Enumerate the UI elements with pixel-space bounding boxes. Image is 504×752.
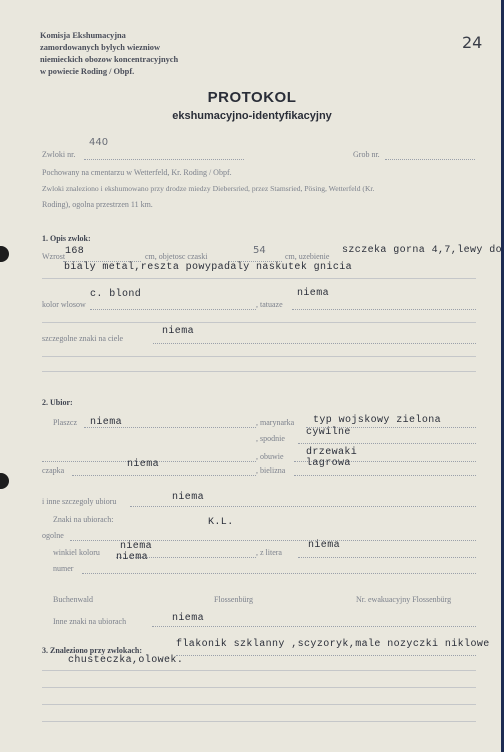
czapka-value: niema (127, 459, 160, 470)
kolor-wlosow-label: kolor wlosow (42, 300, 86, 309)
winkiel-value: niema (120, 541, 153, 552)
marynarka-value: typ wojskowy zielona (313, 415, 442, 426)
field-dotted-line (84, 427, 256, 428)
szczegolne-znaki-value: niema (162, 326, 195, 337)
numer-label: numer (53, 564, 74, 573)
ruled-line (42, 721, 476, 722)
field-dotted-line (176, 655, 476, 656)
ruled-line (42, 356, 476, 357)
field-dotted-line (90, 309, 256, 310)
field-dotted-line (153, 343, 476, 344)
header-line: zamordowanych bylych wiezniow (40, 43, 161, 52)
zwloki-label: Zwloki nr. (42, 150, 76, 159)
tatuaze-label: , tatuaze (256, 300, 283, 309)
kolor-wlosow-value: c. blond (90, 289, 142, 300)
ruled-line (42, 687, 476, 688)
plaszcz-label: Plaszcz (53, 418, 77, 427)
plaszcz-value: niema (90, 417, 123, 428)
ruled-line (42, 322, 476, 323)
document-title: PROTOKOL (207, 89, 297, 106)
field-dotted-line (385, 159, 475, 160)
commission-header (40, 30, 178, 78)
spodnie-value: cywilne (306, 427, 351, 438)
litera-label: , z litera (256, 548, 282, 557)
evacuation-number-label: Nr. ewakuacyjny Flossenbürg (356, 595, 452, 604)
header-line: Komisja Ekshumacyjna (40, 31, 126, 40)
inne-znaki-label: Inne znaki na ubiorach (53, 617, 127, 626)
field-dotted-line (298, 443, 476, 444)
znaki-na-ubiorach-label: Znaki na ubiorach: (53, 515, 114, 524)
found-items-value-2: chusteczka,olowek. (68, 655, 184, 666)
field-dotted-line (152, 626, 476, 627)
page-number: 24 (462, 33, 483, 52)
punch-hole (0, 473, 9, 489)
uzebienie-label: cm, uzebienie (285, 252, 330, 261)
flossenburg-label: Flossenbürg (214, 595, 253, 604)
objetosc-value: 54 (253, 245, 266, 256)
winkiel-label: winkiel koloru (53, 548, 100, 557)
objetosc-label: cm, objetosc czaski (145, 252, 208, 261)
wzrost-value: 168 (65, 246, 85, 257)
inne-znaki-value: niema (172, 613, 205, 624)
header-line: w powiecie Roding / Obpf. (40, 67, 135, 76)
section-1-heading: 1. Opis zwlok: (42, 234, 91, 243)
ruled-line (42, 704, 476, 705)
spodnie-label: , spodnie (256, 434, 285, 443)
uzebienie-value: szczeka gorna 4,7,lewy do (342, 245, 503, 256)
header-line: niemieckich obozow koncentracyjnych (40, 55, 179, 64)
obuwie-label: , obuwie (256, 452, 284, 461)
zwloki-number: 440 (89, 137, 109, 148)
ruled-line (42, 278, 476, 279)
found-items-value-1: flakonik szklanny ,scyzoryk,male nozyczki niklowe (176, 639, 490, 650)
wzrost-label: Wzrost (42, 252, 66, 261)
uzebienie-continuation: bialy metal,reszta powypadaly naskutek gnicia (64, 262, 353, 273)
exhumation-area-text: Roding), ogolna przestrzen 11 km. (42, 200, 153, 209)
ruled-line (42, 371, 476, 372)
ruled-line (42, 670, 476, 671)
bielizna-label: , bielizna (256, 466, 286, 475)
inne-szczegoly-label: i inne szczegoly ubioru (42, 497, 117, 506)
section-2-heading: 2. Ubior: (42, 398, 73, 407)
znaki-na-ubiorach-value: K.L. (208, 517, 234, 528)
marynarka-label: , marynarka (256, 418, 295, 427)
field-dotted-line (294, 475, 476, 476)
inne-szczegoly-value: niema (172, 492, 205, 503)
field-dotted-line (292, 309, 476, 310)
tatuaze-value: niema (297, 288, 330, 299)
burial-location-text: Pochowany na cmentarzu w Wetterfeld, Kr. Roding / Obpf. (42, 168, 232, 177)
szczegolne-znaki-label: szczegolne znaki na ciele (42, 334, 124, 343)
bielizna-value: lagrowa (306, 458, 351, 469)
litera-value: niema (308, 540, 341, 551)
field-dotted-line (82, 573, 476, 574)
czapka-label: czapka (42, 466, 65, 475)
numer-value: niema (116, 552, 149, 563)
obuwie-value: drzewaki (306, 447, 358, 458)
buchenwald-label: Buchenwald (53, 595, 93, 604)
grob-label: Grob nr. (353, 150, 380, 159)
field-dotted-line (72, 475, 256, 476)
field-dotted-line (298, 557, 476, 558)
ogolne-label: ogolne (42, 531, 64, 540)
exhumation-route-text: Zwloki znaleziono i ekshumowano przy drodze miedzy Diebersried, przez Stamsried, Pösing, Wetterfeld (Kr. (42, 184, 375, 193)
punch-hole (0, 246, 9, 262)
field-dotted-line (130, 506, 476, 507)
field-dotted-line (84, 159, 244, 160)
section-3-heading: 3. Znaleziono przy zwlokach: (42, 646, 142, 655)
document-subtitle: ekshumacyjno-identyfikacyjny (172, 110, 332, 122)
